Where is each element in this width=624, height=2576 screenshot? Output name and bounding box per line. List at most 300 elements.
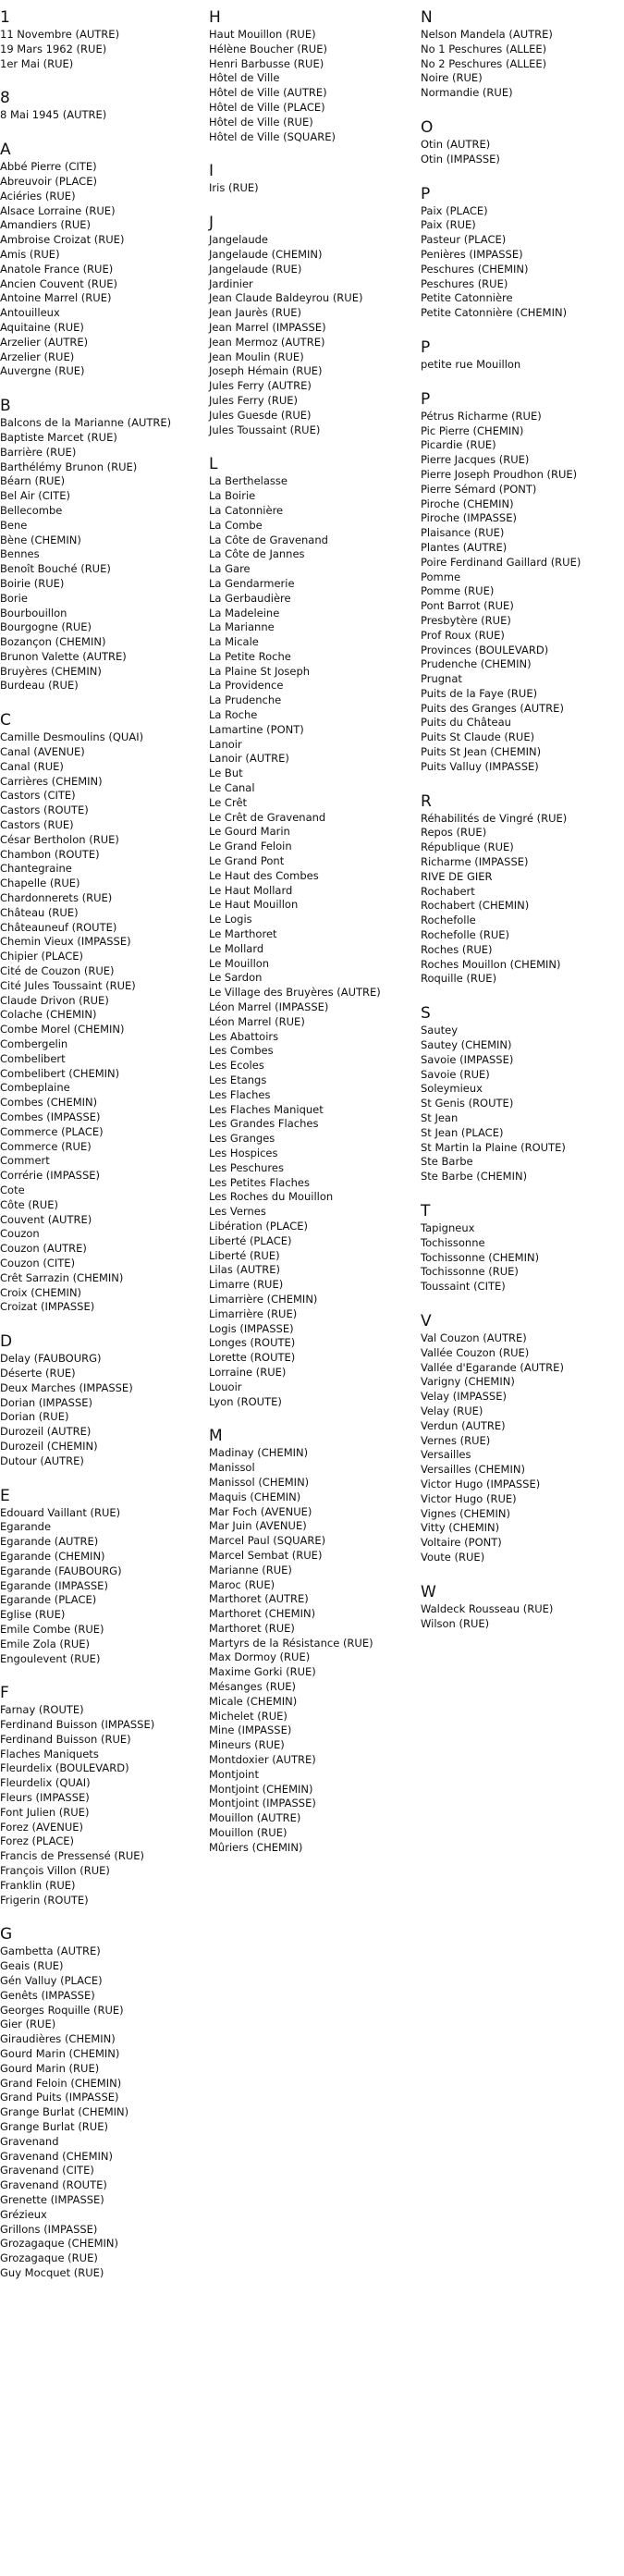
street-entry: Lamartine (PONT) <box>209 722 304 736</box>
street-entry: Puits St Claude (RUE) <box>421 730 535 744</box>
street-entry: La Boirie <box>209 489 256 503</box>
street-entry: Le Crêt <box>209 795 248 809</box>
street-entry: Jean Marrel (IMPASSE) <box>209 320 326 334</box>
section-letter-heading: G <box>0 1925 13 1944</box>
street-entry: Castors (CITE) <box>0 789 76 803</box>
street-entry: Grenette (IMPASSE) <box>0 2193 104 2206</box>
street-entry: Gravenand (CITE) <box>0 2164 94 2177</box>
street-entry: Couzon <box>0 1227 40 1241</box>
street-entry: Pétrus Richarme (RUE) <box>421 409 542 423</box>
street-entry: Pomme (RUE) <box>421 584 495 598</box>
street-entry: Grézieux <box>0 2207 47 2221</box>
street-entry: Gravenand (CHEMIN) <box>0 2149 113 2163</box>
street-entry: Vallée d'Egarande (AUTRE) <box>421 1360 564 1374</box>
street-entry: Delay (FAUBOURG) <box>0 1352 102 1366</box>
street-entry: Eglise (RUE) <box>0 1608 66 1622</box>
street-entry: Rochabert <box>421 884 475 898</box>
street-entry: Couzon (AUTRE) <box>0 1242 87 1256</box>
street-entry: Puits St Jean (CHEMIN) <box>421 745 542 759</box>
street-entry: Hôtel de Ville (AUTRE) <box>209 86 327 100</box>
street-entry: Max Dormoy (RUE) <box>209 1650 311 1664</box>
street-entry: Les Vernes <box>209 1205 266 1219</box>
street-entry: La Combe <box>209 518 263 532</box>
street-entry: Croizat (IMPASSE) <box>0 1300 95 1314</box>
street-entry: Giraudières (CHEMIN) <box>0 2032 116 2046</box>
street-entry: La Gerbaudière <box>209 591 291 605</box>
street-entry: Petite Catonnière (CHEMIN) <box>421 306 568 320</box>
street-entry: Chemin Vieux (IMPASSE) <box>0 935 131 949</box>
street-list <box>0 730 205 1315</box>
street-entry: Grand Feloin (CHEMIN) <box>0 2076 122 2090</box>
street-entry: Couvent (AUTRE) <box>0 1212 92 1226</box>
street-list <box>0 416 205 693</box>
street-entry: Piroche (IMPASSE) <box>421 511 517 525</box>
street-entry: Les Peschures <box>209 1160 284 1174</box>
street-entry: Grozagaque (CHEMIN) <box>0 2237 119 2251</box>
section-letter-heading: V <box>421 1311 432 1331</box>
index-section <box>421 337 624 382</box>
street-entry: La Roche <box>209 708 258 722</box>
section-letter-heading: C <box>0 711 11 730</box>
street-entry: Abreuvoir (PLACE) <box>0 174 97 188</box>
index-section <box>421 7 624 110</box>
street-entry: Haut Mouillon (RUE) <box>209 28 316 41</box>
street-entry: Combeplaine <box>0 1081 70 1095</box>
street-entry: Jean Claude Baldeyrou (RUE) <box>209 291 363 305</box>
street-entry: Combe Morel (CHEMIN) <box>0 1023 125 1037</box>
street-entry: Otin (IMPASSE) <box>421 152 500 166</box>
street-entry: Logis (IMPASSE) <box>209 1321 294 1335</box>
index-section <box>0 1331 205 1478</box>
street-entry: Paix (RUE) <box>421 218 476 232</box>
street-entry: Béarn (RUE) <box>0 474 66 488</box>
street-list <box>0 1352 205 1468</box>
street-entry: Château (RUE) <box>0 905 79 919</box>
section-letter-heading: P <box>421 184 431 203</box>
street-entry: Sautey (CHEMIN) <box>421 1038 512 1052</box>
street-entry: Peschures (RUE) <box>421 276 508 290</box>
street-entry: Limarre (RUE) <box>209 1278 284 1292</box>
street-entry: Gravenand (ROUTE) <box>0 2178 107 2192</box>
street-entry: Egarande (AUTRE) <box>0 1535 99 1549</box>
street-entry: Canal (RUE) <box>0 759 64 773</box>
street-entry: Otin (AUTRE) <box>421 137 491 151</box>
street-entry: Le Marthoret <box>209 927 277 941</box>
section-letter-heading: 8 <box>0 89 10 108</box>
street-entry: Francis de Pressensé (RUE) <box>0 1849 145 1863</box>
street-entry: Mar Juin (AVENUE) <box>209 1519 307 1533</box>
street-entry: Jangelaude (CHEMIN) <box>209 247 323 261</box>
street-entry: Prudenche (CHEMIN) <box>421 657 532 671</box>
street-entry: Egarande (CHEMIN) <box>0 1549 105 1563</box>
street-entry: Hôtel de Ville (RUE) <box>209 115 313 129</box>
street-entry: Liberté (PLACE) <box>209 1233 292 1247</box>
index-section <box>0 7 205 80</box>
street-entry: Soleymieux <box>421 1082 483 1096</box>
street-entry: Jean Mermoz (AUTRE) <box>209 335 325 349</box>
street-entry: Châteauneuf (ROUTE) <box>0 920 117 934</box>
street-entry: Fleurs (IMPASSE) <box>0 1791 90 1805</box>
street-entry: La Gendarmerie <box>209 576 295 590</box>
street-entry: Flaches Maniquets <box>0 1747 99 1760</box>
street-entry: Montjoint (CHEMIN) <box>209 1782 313 1796</box>
street-entry: Le Canal <box>209 781 255 795</box>
street-entry: La Gare <box>209 562 251 576</box>
index-section <box>209 7 414 153</box>
street-entry: Plaisance (RUE) <box>421 526 505 540</box>
street-entry: Grange Burlat (CHEMIN) <box>0 2105 129 2119</box>
street-entry: Pierre Joseph Proudhon (RUE) <box>421 467 578 481</box>
street-entry: Manissol <box>209 1461 255 1475</box>
street-entry: César Bertholon (RUE) <box>0 832 119 846</box>
street-entry: Ancien Couvent (RUE) <box>0 276 118 290</box>
street-entry: Bourgogne (RUE) <box>0 620 92 634</box>
street-entry: Waldeck Rousseau (RUE) <box>421 1601 554 1615</box>
street-entry: petite rue Mouillon <box>421 357 521 371</box>
street-entry: Croix (CHEMIN) <box>0 1285 82 1299</box>
street-entry: Burdeau (RUE) <box>0 679 79 693</box>
street-entry: Jules Ferry (RUE) <box>209 393 299 407</box>
street-entry: Gier (RUE) <box>0 2018 56 2031</box>
street-entry: Les Combes <box>209 1044 274 1058</box>
street-entry: Le But <box>209 767 243 780</box>
street-entry: Jardinier <box>209 276 253 290</box>
street-entry: Bozançon (CHEMIN) <box>0 635 106 649</box>
street-entry: Mésanges (RUE) <box>209 1680 296 1694</box>
street-entry: Piroche (CHEMIN) <box>421 497 514 510</box>
street-entry: Poire Ferdinand Gaillard (RUE) <box>421 555 581 569</box>
index-section <box>0 710 205 1324</box>
street-entry: Montdoxier (AUTRE) <box>209 1753 316 1767</box>
street-entry: Cote <box>0 1183 25 1196</box>
street-entry: Hôtel de Ville (SQUARE) <box>209 129 336 143</box>
street-entry: Jangelaude (RUE) <box>209 262 302 276</box>
street-entry: Réhabilités de Vingré (RUE) <box>421 811 568 825</box>
street-entry: Dorian (IMPASSE) <box>0 1395 93 1409</box>
street-entry: Pasteur (PLACE) <box>421 233 507 247</box>
street-entry: Tochissonne (CHEMIN) <box>421 1250 540 1264</box>
street-entry: Le Sardon <box>209 971 263 985</box>
street-entry: Lanoir (AUTRE) <box>209 752 289 766</box>
column-3 <box>421 0 624 1640</box>
street-entry: RIVE DE GIER <box>421 869 493 883</box>
street-entry: Voute (RUE) <box>421 1550 485 1564</box>
street-list <box>0 160 205 379</box>
street-entry: Frigerin (ROUTE) <box>0 1893 89 1907</box>
street-entry: Les Flaches Maniquet <box>209 1102 324 1116</box>
street-list <box>421 1331 624 1565</box>
street-entry: Chantegraine <box>0 862 72 876</box>
street-entry: Marcel Sembat (RUE) <box>209 1548 323 1562</box>
street-list <box>209 181 414 196</box>
street-entry: Canal (AVENUE) <box>0 745 85 759</box>
street-entry: Mineurs (RUE) <box>209 1738 285 1752</box>
street-entry: Commert <box>0 1154 50 1168</box>
street-entry: Gén Valluy (PLACE) <box>0 1974 103 1988</box>
street-entry: Chambon (ROUTE) <box>0 847 100 861</box>
street-entry: Léon Marrel (RUE) <box>209 1014 305 1028</box>
index-section <box>0 396 205 703</box>
street-entry: Le Logis <box>209 913 252 926</box>
street-list <box>209 28 414 144</box>
street-entry: Versailles <box>421 1448 471 1462</box>
street-entry: Marcel Paul (SQUARE) <box>209 1534 326 1548</box>
street-entry: Puits Valluy (IMPASSE) <box>421 759 539 773</box>
street-entry: Les Petites Flaches <box>209 1175 310 1189</box>
section-letter-heading: A <box>0 141 11 160</box>
street-entry: Vernes (RUE) <box>421 1433 491 1447</box>
street-entry: Les Roches du Mouillon <box>209 1190 334 1204</box>
street-entry: Jules Toussaint (RUE) <box>209 423 321 436</box>
street-list <box>421 410 624 775</box>
street-entry: Combes (CHEMIN) <box>0 1096 98 1110</box>
street-entry: Rochefolle (RUE) <box>421 928 510 942</box>
street-entry: Camille Desmoulins (QUAI) <box>0 730 144 744</box>
street-entry: Bruyères (CHEMIN) <box>0 664 102 678</box>
street-entry: Mine (IMPASSE) <box>209 1723 292 1737</box>
street-entry: Tapigneux <box>421 1221 475 1234</box>
index-section <box>421 389 624 784</box>
street-entry: Commerce (RUE) <box>0 1139 92 1153</box>
street-entry: Normandie (RUE) <box>421 86 513 100</box>
street-entry: Puits du Château <box>421 716 511 730</box>
street-entry: Noire (RUE) <box>421 71 483 85</box>
street-entry: La Marianne <box>209 620 275 634</box>
street-entry: Sautey <box>421 1024 459 1037</box>
street-entry: Chapelle (RUE) <box>0 877 80 890</box>
column-2 <box>209 0 414 1865</box>
street-entry: Jangelaude <box>209 233 269 247</box>
street-entry: Amandiers (RUE) <box>0 218 91 232</box>
street-entry: No 1 Peschures (ALLEE) <box>421 42 547 55</box>
street-entry: Forez (AVENUE) <box>0 1820 84 1834</box>
street-entry: Lilas (AUTRE) <box>209 1263 281 1277</box>
index-section <box>0 140 205 388</box>
street-entry: Le Grand Feloin <box>209 840 292 853</box>
street-entry: La Berthelasse <box>209 474 288 488</box>
street-entry: Hôtel de Ville <box>209 71 280 85</box>
street-entry: Puits des Granges (AUTRE) <box>421 701 564 715</box>
street-entry: Provinces (BOULEVARD) <box>421 643 549 656</box>
street-entry: Puits de la Faye (RUE) <box>421 686 538 700</box>
street-list <box>0 28 205 71</box>
street-entry: Lyon (ROUTE) <box>209 1394 282 1408</box>
street-entry: 11 Novembre (AUTRE) <box>0 28 120 41</box>
street-list <box>421 28 624 101</box>
street-entry: Les Grandes Flaches <box>209 1117 319 1131</box>
street-entry: Paix (PLACE) <box>421 203 488 217</box>
street-entry: Bel Air (CITE) <box>0 489 70 503</box>
street-entry: Mûriers (CHEMIN) <box>209 1840 303 1854</box>
street-entry: Dorian (RUE) <box>0 1410 69 1424</box>
section-letter-heading: R <box>421 791 432 811</box>
street-entry: Mouillon (RUE) <box>209 1826 288 1840</box>
street-entry: Ambroise Croizat (RUE) <box>0 233 125 247</box>
street-entry: Plantes (AUTRE) <box>421 540 508 554</box>
street-entry: St Jean <box>421 1111 459 1125</box>
street-entry: Martyrs de la Résistance (RUE) <box>209 1636 373 1650</box>
street-entry: Léon Marrel (IMPASSE) <box>209 1000 329 1014</box>
street-entry: Vallée Couzon (RUE) <box>421 1345 530 1359</box>
street-entry: Iris (RUE) <box>209 181 259 195</box>
street-entry: Roches (RUE) <box>421 942 493 956</box>
street-entry: Hôtel de Ville (PLACE) <box>209 100 325 114</box>
street-entry: Le Haut Mollard <box>209 883 293 897</box>
street-entry: Fleurdelix (QUAI) <box>0 1776 91 1790</box>
index-section <box>421 1582 624 1641</box>
street-entry: Presbytère (RUE) <box>421 613 511 627</box>
section-letter-heading: M <box>209 1427 223 1446</box>
street-entry: Le Mollard <box>209 941 264 955</box>
street-entry: 1er Mai (RUE) <box>0 56 74 70</box>
index-section <box>209 213 414 447</box>
index-section <box>209 454 414 1418</box>
street-entry: Madinay (CHEMIN) <box>209 1446 309 1460</box>
street-entry: Font Julien (RUE) <box>0 1805 90 1819</box>
street-entry: Lanoir <box>209 737 242 751</box>
street-entry: Chardonnerets (RUE) <box>0 891 113 905</box>
street-entry: Combelibert (CHEMIN) <box>0 1066 120 1080</box>
street-entry: La Madeleine <box>209 606 280 619</box>
street-entry: Voltaire (PONT) <box>421 1536 502 1550</box>
street-entry: François Villon (RUE) <box>0 1864 110 1878</box>
street-entry: Castors (ROUTE) <box>0 803 89 817</box>
section-letter-heading: I <box>209 162 214 181</box>
street-entry: Edouard Vaillant (RUE) <box>0 1505 121 1519</box>
street-list <box>421 1602 624 1632</box>
street-entry: Egarande (IMPASSE) <box>0 1578 108 1592</box>
index-section <box>421 184 624 330</box>
street-entry: Côte (RUE) <box>0 1197 58 1211</box>
street-entry: Rochabert (CHEMIN) <box>421 899 530 913</box>
street-entry: Colache (CHEMIN) <box>0 1008 97 1022</box>
street-entry: Couzon (CITE) <box>0 1256 76 1270</box>
street-entry: Hélène Boucher (RUE) <box>209 42 327 55</box>
street-entry: Ferdinand Buisson (IMPASSE) <box>0 1718 155 1732</box>
street-entry: Arzelier (AUTRE) <box>0 335 89 349</box>
street-entry: Val Couzon (AUTRE) <box>421 1331 527 1344</box>
street-entry: Richarme (IMPASSE) <box>421 855 529 869</box>
street-entry: Le Mouillon <box>209 956 270 970</box>
street-entry: Marthoret (RUE) <box>209 1621 295 1635</box>
street-entry: La Côte de Gravenand <box>209 533 328 546</box>
street-entry: Aquitaine (RUE) <box>0 320 84 334</box>
street-entry: Grand Puits (IMPASSE) <box>0 2091 119 2104</box>
section-letter-heading: T <box>421 1202 431 1221</box>
street-entry: Barthélémy Brunon (RUE) <box>0 460 138 473</box>
street-entry: Dutour (AUTRE) <box>0 1454 84 1467</box>
section-letter-heading: S <box>421 1004 431 1024</box>
street-entry: La Catonnière <box>209 503 284 517</box>
street-entry: Rochefolle <box>421 914 476 927</box>
street-entry: Louoir <box>209 1380 242 1393</box>
street-entry: Brunon Valette (AUTRE) <box>0 649 127 663</box>
section-letter-heading: L <box>209 455 218 474</box>
street-entry: Geais (RUE) <box>0 1959 64 1973</box>
street-entry: Jean Jaurès (RUE) <box>209 306 302 320</box>
street-entry: St Genis (ROUTE) <box>421 1097 514 1110</box>
street-list <box>421 358 624 373</box>
street-entry: Le Haut Mouillon <box>209 898 299 912</box>
street-entry: Gourd Marin (CHEMIN) <box>0 2047 120 2061</box>
street-list <box>209 474 414 1409</box>
street-entry: Franklin (RUE) <box>0 1878 76 1892</box>
street-entry: No 2 Peschures (ALLEE) <box>421 56 547 70</box>
street-entry: Joseph Hémain (RUE) <box>209 364 323 378</box>
street-entry: Penières (IMPASSE) <box>421 247 523 261</box>
street-entry: Micale (CHEMIN) <box>209 1694 298 1708</box>
street-entry: La Plaine St Joseph <box>209 664 311 678</box>
street-entry: Egarande (PLACE) <box>0 1593 97 1607</box>
street-entry: Le Gourd Marin <box>209 825 290 839</box>
street-entry: Pont Barrot (RUE) <box>421 599 514 613</box>
index-section <box>0 1486 205 1676</box>
street-list <box>421 1024 624 1184</box>
street-entry: Bène (CHEMIN) <box>0 533 81 546</box>
street-entry: Wilson (RUE) <box>421 1616 490 1630</box>
street-entry: St Jean (PLACE) <box>421 1125 504 1139</box>
street-entry: La Prudenche <box>209 693 282 707</box>
street-entry: Longes (ROUTE) <box>209 1336 296 1350</box>
street-list <box>0 1703 205 1907</box>
street-entry: Pierre Sémard (PONT) <box>421 482 537 496</box>
street-entry: Victor Hugo (RUE) <box>421 1491 517 1505</box>
street-entry: Les Ecoles <box>209 1059 264 1073</box>
street-entry: Libération (PLACE) <box>209 1219 308 1233</box>
street-entry: Les Etangs <box>209 1073 267 1086</box>
street-entry: Durozeil (AUTRE) <box>0 1425 92 1439</box>
index-section <box>421 117 624 177</box>
street-entry: Marthoret (AUTRE) <box>209 1592 309 1606</box>
street-entry: Victor Hugo (IMPASSE) <box>421 1477 541 1490</box>
street-entry: Baptiste Marcet (RUE) <box>0 430 117 444</box>
street-entry: Forez (PLACE) <box>0 1834 75 1848</box>
street-entry: Aciéries (RUE) <box>0 189 76 202</box>
street-entry: Peschures (CHEMIN) <box>421 262 529 276</box>
section-letter-heading: D <box>0 1332 13 1352</box>
street-entry: Barrière (RUE) <box>0 445 77 459</box>
street-entry: Alsace Lorraine (RUE) <box>0 203 116 217</box>
street-entry: Bennes <box>0 547 40 561</box>
index-section <box>421 1003 624 1194</box>
street-entry: Versailles (CHEMIN) <box>421 1463 525 1477</box>
street-list <box>421 812 624 987</box>
section-letter-heading: 1 <box>0 8 10 27</box>
street-entry: Abbé Pierre (CITE) <box>0 160 97 174</box>
street-entry: Mouillon (AUTRE) <box>209 1811 301 1825</box>
street-entry: La Micale <box>209 635 259 649</box>
street-entry: Egarande <box>0 1520 52 1534</box>
street-entry: Bourbouillon <box>0 606 67 619</box>
section-letter-heading: W <box>421 1582 436 1601</box>
index-section <box>421 1311 624 1575</box>
street-entry: Tochissonne <box>421 1235 485 1249</box>
street-list <box>209 233 414 437</box>
street-entry: Le Village des Bruyères (AUTRE) <box>209 986 381 1000</box>
index-section <box>421 791 624 997</box>
section-letter-heading: P <box>421 389 431 409</box>
street-entry: Lorette (ROUTE) <box>209 1351 296 1365</box>
street-entry: Auvergne (RUE) <box>0 364 85 378</box>
street-entry: Jules Ferry (AUTRE) <box>209 379 312 393</box>
street-entry: Combelibert <box>0 1051 66 1065</box>
street-list <box>0 108 205 123</box>
street-list <box>421 138 624 167</box>
column-1 <box>0 0 205 2290</box>
street-entry: La Petite Roche <box>209 649 291 663</box>
street-entry: Cité Jules Toussaint (RUE) <box>0 978 136 992</box>
section-letter-heading: P <box>421 337 431 357</box>
